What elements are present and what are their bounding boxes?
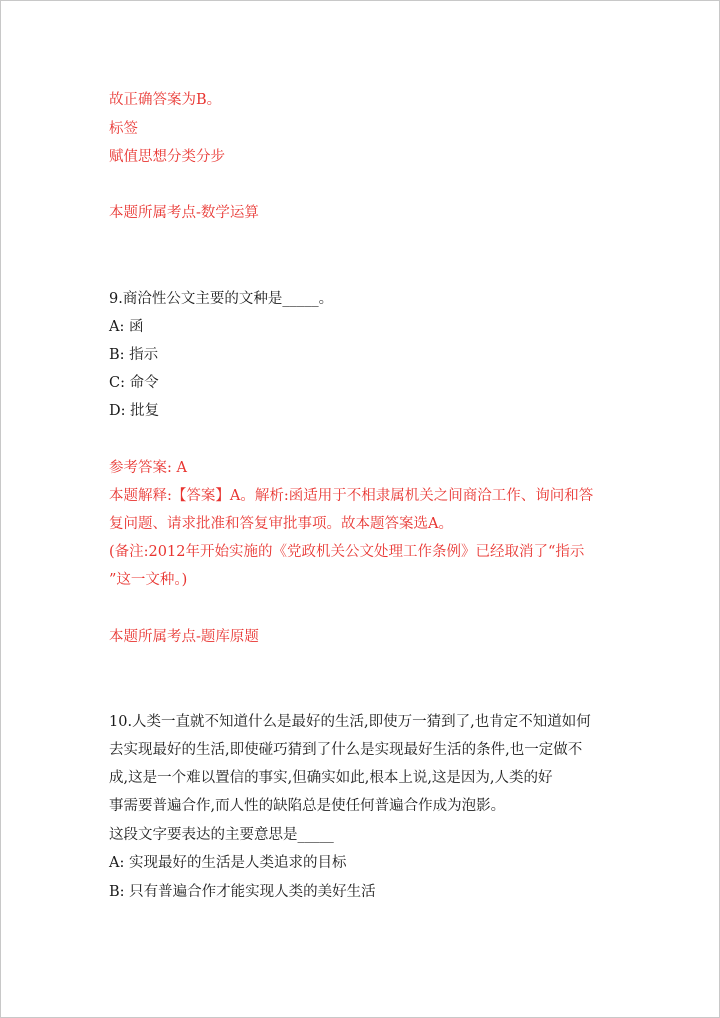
q9-stem: 9.商洽性公文主要的文种是_____。 xyxy=(109,291,334,307)
q9-explanation-line: (备注:2012年开始实施的《党政机关公文处理工作条例》已经取消了“指示 xyxy=(109,544,585,560)
q9-topic: 本题所属考点-题库原题 xyxy=(109,629,259,645)
q10-stem-line: 事需要普遍合作,而人性的缺陷总是使任何普遍合作成为泡影。 xyxy=(109,798,506,814)
q9-explanation-line: 复问题、请求批准和答复审批事项。故本题答案选A。 xyxy=(109,516,453,532)
q9-option-c: C: 命令 xyxy=(109,375,159,391)
q10-stem-line: 成,这是一个难以置信的事实,但确实如此,根本上说,这是因为,人类的好 xyxy=(109,770,553,786)
q9-explanation-line: 本题解释:【答案】A。解析:函适用于不相隶属机关之间商洽工作、询问和答 xyxy=(109,488,594,504)
q9-answer: 参考答案: A xyxy=(109,460,187,476)
prev-topic: 本题所属考点-数学运算 xyxy=(109,205,259,221)
tag-label: 标签 xyxy=(109,121,138,137)
q9-option-d: D: 批复 xyxy=(109,403,160,419)
q9-explanation-line: ”这一文种。) xyxy=(109,572,188,588)
q9-option-b: B: 指示 xyxy=(109,347,159,363)
q9-option-a: A: 函 xyxy=(109,319,144,335)
q10-option-a: A: 实现最好的生活是人类追求的目标 xyxy=(109,855,347,871)
prev-answer-conclusion: 故正确答案为B。 xyxy=(109,92,222,108)
q10-option-b: B: 只有普遍合作才能实现人类的美好生活 xyxy=(109,884,376,900)
q10-stem-line: 10.人类一直就不知道什么是最好的生活,即使万一猜到了,也肯定不知道如何 xyxy=(109,714,591,730)
q10-question: 这段文字要表达的主要意思是_____ xyxy=(109,827,334,843)
q10-stem-line: 去实现最好的生活,即使碰巧猜到了什么是实现最好生活的条件,也一定做不 xyxy=(109,742,583,758)
tag-value: 赋值思想分类分步 xyxy=(109,149,225,165)
